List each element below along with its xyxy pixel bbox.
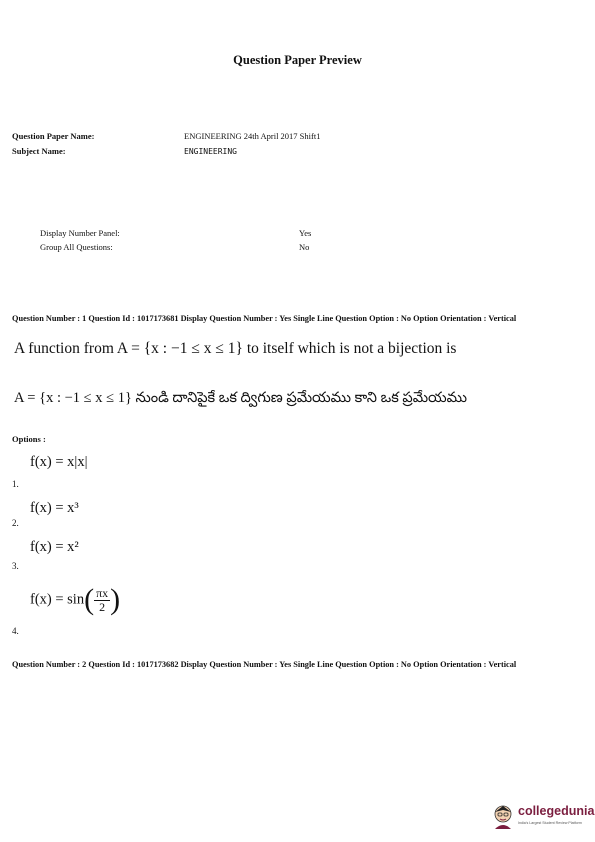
option-4-expression	[30, 583, 121, 616]
question-1-set-expression: {x : −1 ≤ x ≤ 1}	[143, 340, 243, 357]
display-number-panel-label: Display Number Panel:	[40, 228, 120, 238]
question-1-text-suffix: to itself which is not a bijection is	[242, 340, 457, 357]
fraction-numerator: πx	[96, 585, 109, 600]
question-1-text-english	[14, 340, 456, 358]
left-paren: (	[84, 583, 95, 616]
collegedunia-logo	[491, 802, 595, 832]
subject-name-label: Subject Name:	[12, 146, 66, 156]
options-label: Options :	[12, 434, 46, 444]
option-2-number: 2.	[12, 518, 19, 528]
option-4-number: 4.	[12, 626, 19, 636]
fraction-denominator: 2	[99, 599, 106, 614]
question-1-te-suffix: నుండి దానిపైకే ఒక ద్విగుణ ప్రమేయము కాని ఒక ప్రమేయము	[131, 390, 468, 406]
subject-name-value: ENGINEERING	[184, 147, 237, 156]
question-1-header: Question Number : 1 Question Id : 1017173681 Display Question Number : Yes Single Line Question Option : No Option Orientation : Vertical	[12, 314, 517, 323]
question-1-text-prefix: A function from A =	[14, 340, 144, 357]
option-4-fraction	[94, 587, 110, 614]
option-4-lhs: f(x) = sin	[30, 591, 85, 608]
page-title: Question Paper Preview	[233, 53, 362, 67]
question-1-te-set-expression: {x : −1 ≤ x ≤ 1}	[39, 390, 132, 406]
paper-name-value: ENGINEERING 24th April 2017 Shift1	[184, 131, 321, 141]
option-2-expression: f(x) = x³	[30, 500, 79, 516]
question-2-header: Question Number : 2 Question Id : 1017173682 Display Question Number : Yes Single Line Question Option : No Option Orientation : Vertical	[12, 660, 517, 669]
option-1-number: 1.	[12, 479, 19, 489]
option-1-expression: f(x) = x|x|	[30, 454, 88, 470]
right-paren: )	[110, 583, 121, 616]
paper-name-label: Question Paper Name:	[12, 131, 95, 141]
question-1-te-prefix: A =	[14, 390, 40, 406]
logo-wordmark: collegedunia	[518, 804, 595, 818]
group-all-questions-label: Group All Questions:	[40, 242, 113, 252]
logo-tagline: India's Largest Student Review Platform	[518, 821, 582, 825]
student-mascot-icon	[491, 802, 515, 830]
group-all-questions-value: No	[299, 242, 310, 252]
question-1-text-telugu	[14, 390, 467, 410]
option-3-expression: f(x) = x²	[30, 539, 79, 555]
display-number-panel-value: Yes	[299, 228, 312, 238]
option-3-number: 3.	[12, 561, 19, 571]
